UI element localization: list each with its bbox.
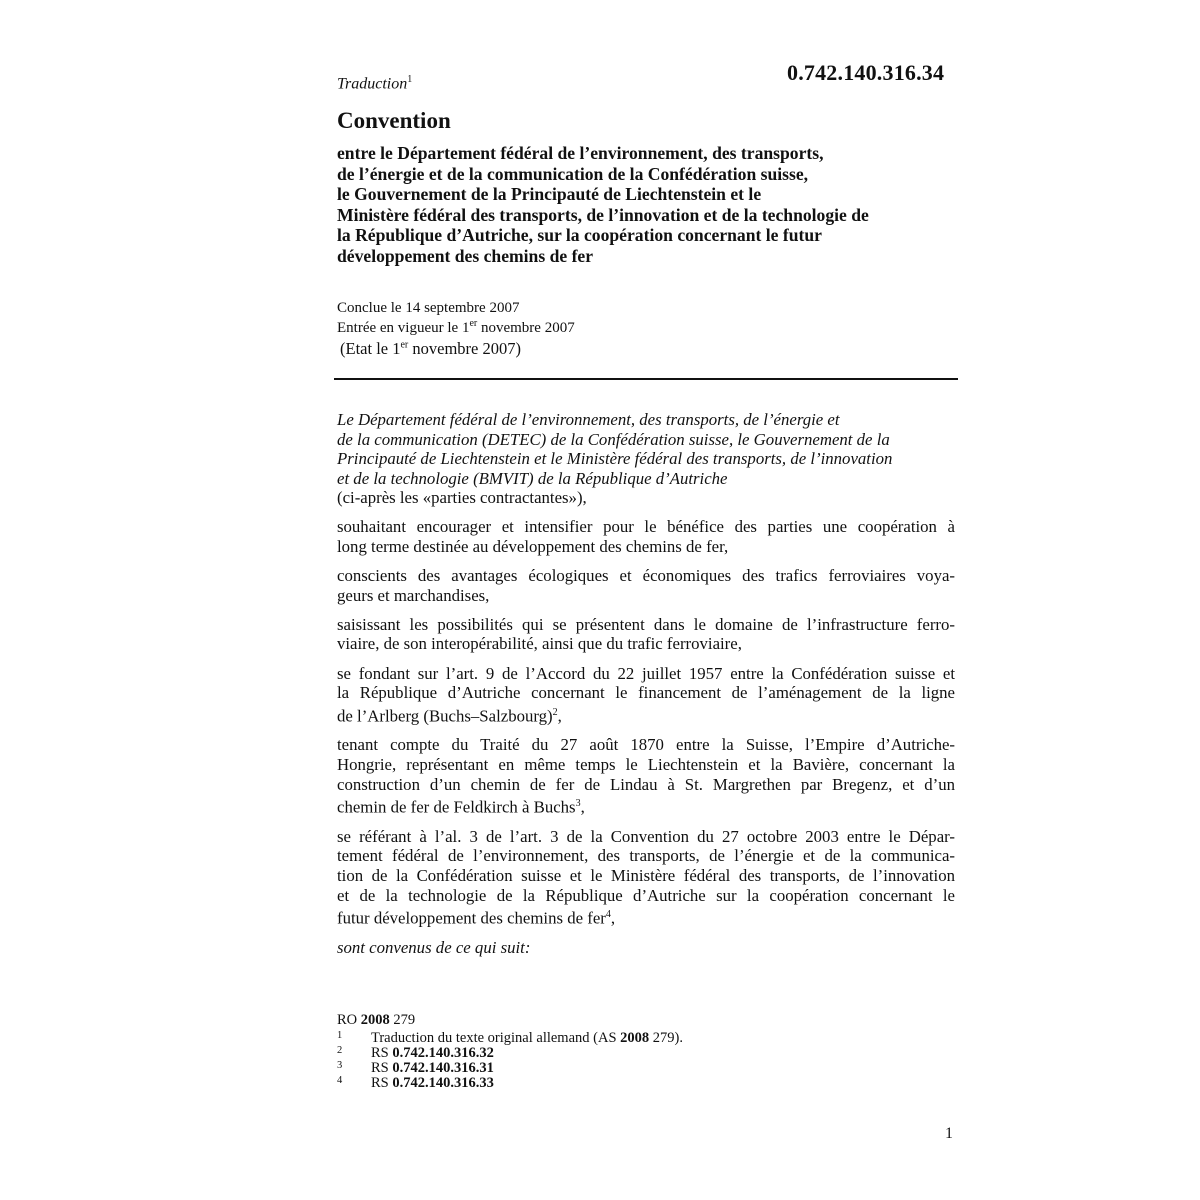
page-number: 1	[945, 1125, 953, 1142]
footnote-ref-2[interactable]: 2	[552, 706, 558, 718]
ro-year: 2008	[360, 1012, 390, 1028]
footnote-text-a: RS	[371, 1060, 393, 1076]
paragraph-line: long terme destinée au développement des chemins de fer,	[337, 537, 729, 557]
paragraph-line: conscients des avantages écologiques et économiques des trafics ferroviaires voya-	[337, 566, 955, 586]
ro-prefix: RO	[337, 1012, 361, 1028]
paragraph-line: tenant compte du Traité du 27 août 1870 entre la Suisse, l’Empire d’Autriche-	[337, 735, 955, 755]
footnote-number: 1	[337, 1030, 343, 1041]
paragraph-line: la République d’Autriche concernant le financement de l’aménagement de la ligne	[337, 683, 955, 703]
paragraph-line-text: de l’Arlberg (Buchs–Salzbourg)	[337, 706, 553, 726]
footnote-text	[371, 1061, 494, 1076]
footnote-number: 2	[337, 1045, 343, 1056]
entree-prefix: Entrée en vigueur le 1	[337, 320, 470, 336]
entry-into-force-date	[337, 316, 575, 336]
header-divider	[334, 378, 958, 380]
footnote-bold: 2008	[620, 1030, 650, 1046]
parties-line: et de la technologie (BMVIT) de la République d’Autriche	[337, 468, 728, 488]
paragraph-line: tement fédéral de l’environnement, des transports, de l’énergie et de la communica-	[337, 846, 955, 866]
status-date	[340, 339, 521, 359]
preamble-paragraph-1	[337, 517, 955, 556]
paragraph-line: se référant à l’al. 3 de l’art. 3 de la Convention du 27 octobre 2003 entre le Dépar-	[337, 826, 955, 846]
parties-line: Le Département fédéral de l’environnement, des transports, de l’énergie et	[337, 410, 840, 429]
paragraph-line: tion de la Confédération suisse et le Ministère fédéral des transports, de l’innovation	[337, 866, 955, 886]
subtitle-line: Ministère fédéral des transports, de l’innovation et de la technologie de	[337, 204, 869, 225]
footnote-link[interactable]: 0.742.140.316.31	[392, 1060, 494, 1076]
traduction-text: Traduction	[337, 75, 408, 93]
paragraph-line: geurs et marchandises,	[337, 585, 490, 605]
conclusion-phrase: sont convenus de ce qui suit:	[337, 937, 531, 957]
document-subtitle	[337, 143, 977, 266]
subtitle-line: la République d’Autriche, sur la coopération concernant le futur	[337, 225, 822, 245]
paragraph-end: ,	[610, 908, 616, 928]
preamble	[337, 410, 955, 967]
entree-suffix: novembre 2007	[477, 320, 575, 336]
preamble-paragraph-4	[337, 664, 955, 726]
paragraph-line-last	[337, 794, 955, 817]
subtitle-line: le Gouvernement de la Principauté de Liechtenstein et le	[337, 184, 762, 204]
dates-block	[337, 300, 575, 336]
paragraph-line: construction d’un chemin de fer de Lindau à St. Margrethen par Bregenz, et d’un	[337, 774, 955, 794]
conclusion-date: Conclue le 14 septembre 2007	[337, 300, 520, 316]
ci-apres-line: (ci-après les «parties contractantes»),	[337, 488, 587, 508]
footnote-text-a: RS	[371, 1045, 393, 1061]
ro-page: 279	[389, 1012, 416, 1028]
parties-paragraph	[337, 410, 955, 508]
paragraph-line: saisissant les possibilités qui se présentent dans le domaine de l’infrastructure ferro-	[337, 614, 955, 634]
footnote-number: 4	[337, 1075, 343, 1086]
footnote-text	[371, 1046, 494, 1061]
etat-sup: er	[400, 339, 409, 351]
traduction-label	[337, 74, 412, 93]
footnote-number: 3	[337, 1060, 343, 1071]
footnote-ref-3[interactable]: 3	[575, 798, 581, 810]
footnote-text-a: RS	[371, 1075, 393, 1091]
entree-sup: er	[469, 318, 478, 329]
paragraph-end: ,	[580, 797, 585, 817]
footnote-text-a: Traduction du texte original allemand (AS	[371, 1030, 621, 1046]
paragraph-line: viaire, de son interopérabilité, ainsi que du trafic ferroviaire,	[337, 634, 742, 654]
paragraph-line: souhaitant encourager et intensifier pour le bénéfice des parties une coopération à	[337, 517, 955, 537]
subtitle-line: de l’énergie et de la communication de la Confédération suisse,	[337, 163, 809, 184]
parties-line: de la communication (DETEC) de la Confédération suisse, le Gouvernement de la	[337, 429, 890, 449]
footnote-text-b: 279).	[649, 1030, 683, 1046]
subtitle-line: entre le Département fédéral de l’environnement, des transports,	[337, 143, 824, 163]
footnote-ref-1[interactable]: 1	[407, 74, 413, 85]
paragraph-line: et de la technologie de la République d’Autriche sur la coopération concernant le	[337, 885, 955, 905]
footnote-link[interactable]: 0.742.140.316.33	[392, 1075, 494, 1091]
etat-suffix: novembre 2007)	[408, 339, 521, 358]
paragraph-line: se fondant sur l’art. 9 de l’Accord du 22 juillet 1957 entre la Confédération suisse et	[337, 663, 955, 683]
footnote-ref-4[interactable]: 4	[605, 909, 611, 921]
paragraph-end: ,	[557, 706, 562, 726]
footnote-link[interactable]: 0.742.140.316.32	[392, 1045, 494, 1061]
preamble-paragraph-2	[337, 566, 955, 605]
subtitle-line: développement des chemins de fer	[337, 245, 594, 266]
preamble-paragraph-5	[337, 735, 955, 817]
document-title: Convention	[337, 108, 451, 133]
etat-prefix: (Etat le 1	[340, 339, 401, 358]
paragraph-line-last	[337, 905, 955, 928]
paragraph-line-last	[337, 703, 955, 726]
paragraph-line-text: chemin de fer de Feldkirch à Buchs	[337, 797, 576, 817]
paragraph-line-text: futur développement des chemins de fer	[337, 908, 606, 928]
preamble-paragraph-3	[337, 615, 955, 654]
ro-reference	[337, 1012, 415, 1029]
paragraph-line: Hongrie, représentant en même temps le Liechtenstein et la Bavière, concernant la	[337, 755, 955, 774]
footnote-text	[371, 1031, 683, 1046]
parties-line: Principauté de Liechtenstein et le Ministère fédéral des transports, de l’innovation	[337, 449, 893, 469]
preamble-paragraph-6	[337, 827, 955, 929]
sr-number: 0.742.140.316.34	[787, 60, 945, 85]
footnote-text	[371, 1076, 494, 1091]
